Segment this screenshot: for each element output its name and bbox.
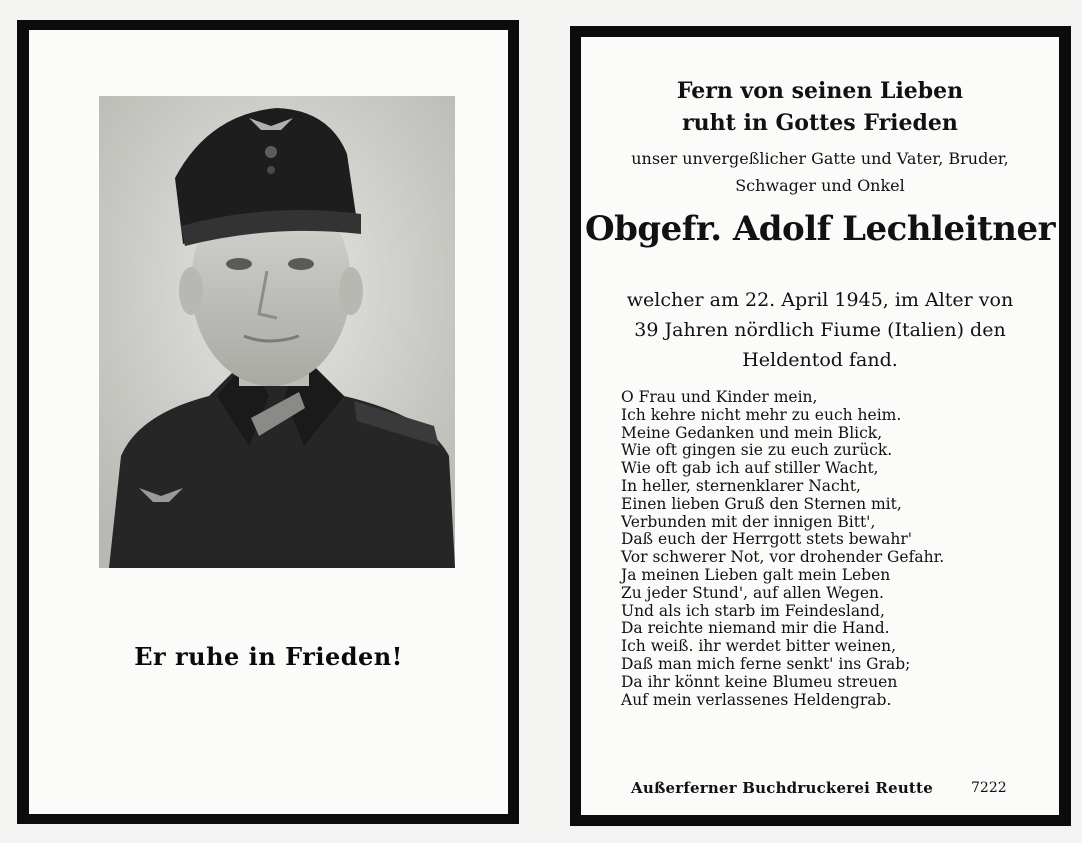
death-notice-line: welcher am 22. April 1945, im Alter von (626, 289, 1014, 311)
poem-line: In heller, sternenklarer Nacht, (621, 476, 861, 495)
memorial-text-card (570, 26, 1071, 826)
poem-line: Auf mein verlassenes Heldengrab. (621, 690, 892, 709)
poem-line: Einen lieben Gruß den Sternen mit, (621, 494, 902, 513)
intro-line: unser unvergeßlicher Gatte und Vater, Bruder, (631, 149, 1009, 168)
poem-line: Wie oft gab ich auf stiller Wacht, (621, 459, 879, 478)
heading-line: Fern von seinen Lieben (676, 78, 964, 104)
print-number: 7222 (971, 780, 1007, 796)
rest-in-peace-motto: Er ruhe in Frieden! (134, 642, 403, 671)
poem-line: Ja meinen Lieben galt mein Leben (621, 565, 891, 584)
heading-line: ruht in Gottes Frieden (682, 110, 958, 136)
poem-line: O Frau und Kinder mein, (621, 388, 818, 406)
death-notice (599, 285, 1041, 375)
intro-line: Schwager und Onkel (735, 176, 905, 195)
portrait-card (17, 20, 519, 824)
poem-line: Da ihr könnt keine Blumeu streuen (621, 672, 898, 691)
deceased-name: Obgefr. Adolf Lechleitner (585, 209, 1055, 249)
memorial-poem (621, 389, 1041, 709)
soldier-portrait (99, 96, 455, 568)
poem-line: Meine Gedanken und mein Blick, (621, 423, 883, 442)
printer-credit: Außerferner Buchdruckerei Reutte (631, 779, 933, 797)
death-notice-line: Heldentod fand. (742, 349, 898, 371)
poem-line: Wie oft gingen sie zu euch zurück. (621, 441, 893, 460)
death-notice-line: 39 Jahren nördlich Fiume (Italien) den (634, 319, 1006, 341)
poem-line: Ich weiß. ihr werdet bitter weinen, (621, 637, 897, 656)
poem-line: Ich kehre nicht mehr zu euch heim. (621, 405, 902, 424)
poem-line: Und als ich starb im Feindesland, (621, 601, 885, 620)
poem-line: Daß euch der Herrgott stets bewahr' (621, 530, 912, 549)
poem-line: Vor schwerer Not, vor drohender Gefahr. (621, 548, 945, 567)
poem-line: Verbunden mit der innigen Bitt', (621, 512, 876, 531)
family-relation-text (581, 145, 1059, 199)
memorial-heading (581, 75, 1059, 139)
poem-line: Zu jeder Stund', auf allen Wegen. (621, 583, 884, 602)
poem-line: Da reichte niemand mir die Hand. (621, 619, 890, 638)
poem-line: Daß man mich ferne senkt' ins Grab; (621, 654, 911, 673)
